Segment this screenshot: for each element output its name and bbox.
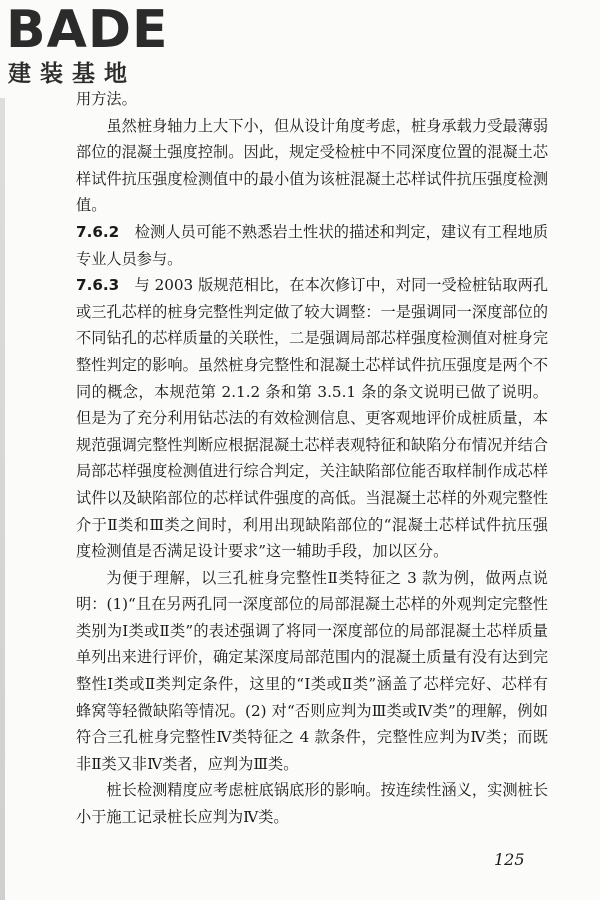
- section-paragraph: 7.6.3 与 2003 版规范相比，在本次修订中，对同一受检桩钻取两孔或三孔芯样的桩身完整性判定做了较大调整：一是强调同一深度部位的不同钻孔的芯样质量的关联性，二是强调局部芯样强度检测值对桩身完整性判定的影响。虽然桩身完整性和混凝土芯样试件抗压强度是两个不同的概念，本规范第 2.1.2 条和第 3.5.1 条的条文说明已做了说明。但是为了充分利用钻芯法的有效检测信息、更客观地评价成桩质量，本规范强调完整性判断应根据混凝土芯样表观特征和缺陷分布情况并结合局部芯样强度检测值进行综合判定，关注缺陷部位能否取样制作成芯样试件以及缺陷部位的芯样试件强度的高低。当混凝土芯样的外观完整性介于Ⅱ类和Ⅲ类之间时，利用出现缺陷部位的“混凝土芯样试件抗压强度检测值是否满足设计要求”这一辅助手段，加以区分。: [76, 276, 549, 561]
- document-body: [76, 86, 548, 831]
- watermark-logo: [6, 0, 176, 92]
- section-paragraph: 7.6.2 检测人员可能不熟悉岩土性状的描述和判定，建议有工程地质专业人员参与。: [76, 222, 548, 268]
- page-number: 125: [494, 850, 525, 869]
- section-number: 7.6.2: [76, 222, 120, 241]
- paragraph: 虽然桩身轴力上大下小，但从设计角度考虑，桩身承载力受最薄弱部位的混凝土强度控制。因此，规定受检桩中不同深度位置的混凝土芯样试件抗压强度检测值中的最小值为该桩混凝土芯样试件抗压强度检测值。: [76, 116, 548, 215]
- paragraph: 桩长检测精度应考虑桩底锅底形的影响。按连续性涵义，实测桩长小于施工记录桩长应判为Ⅳ类。: [76, 781, 548, 827]
- logo-subtitle: 建装基地: [8, 61, 136, 87]
- section-number: 7.6.3: [76, 276, 120, 295]
- page-edge-shadow: [0, 98, 5, 900]
- logo-brand: BADE: [6, 0, 169, 60]
- paragraph: 用方法。: [76, 90, 137, 108]
- paragraph: 为便于理解，以三孔桩身完整性Ⅱ类特征之 3 款为例，做两点说明：(1)“且在另两孔同一深度部位的局部混凝土芯样的外观判定完整性类别为Ⅰ类或Ⅱ类”的表述强调了将同一深度部位的局部混凝土芯样质量单列出来进行评价，确定某深度局部范围内的混凝土质量有没有达到完整性Ⅰ类或Ⅱ类判定条件，这里的“Ⅰ类或Ⅱ类”涵盖了芯样完好、芯样有蜂窝等轻微缺陷等情况。(2) 对“否则应判为Ⅲ类或Ⅳ类”的理解，例如符合三孔桩身完整性Ⅳ类特征之 4 款条件，完整性应判为Ⅳ类；而既非Ⅱ类又非Ⅳ类者，应判为Ⅲ类。: [76, 568, 548, 773]
